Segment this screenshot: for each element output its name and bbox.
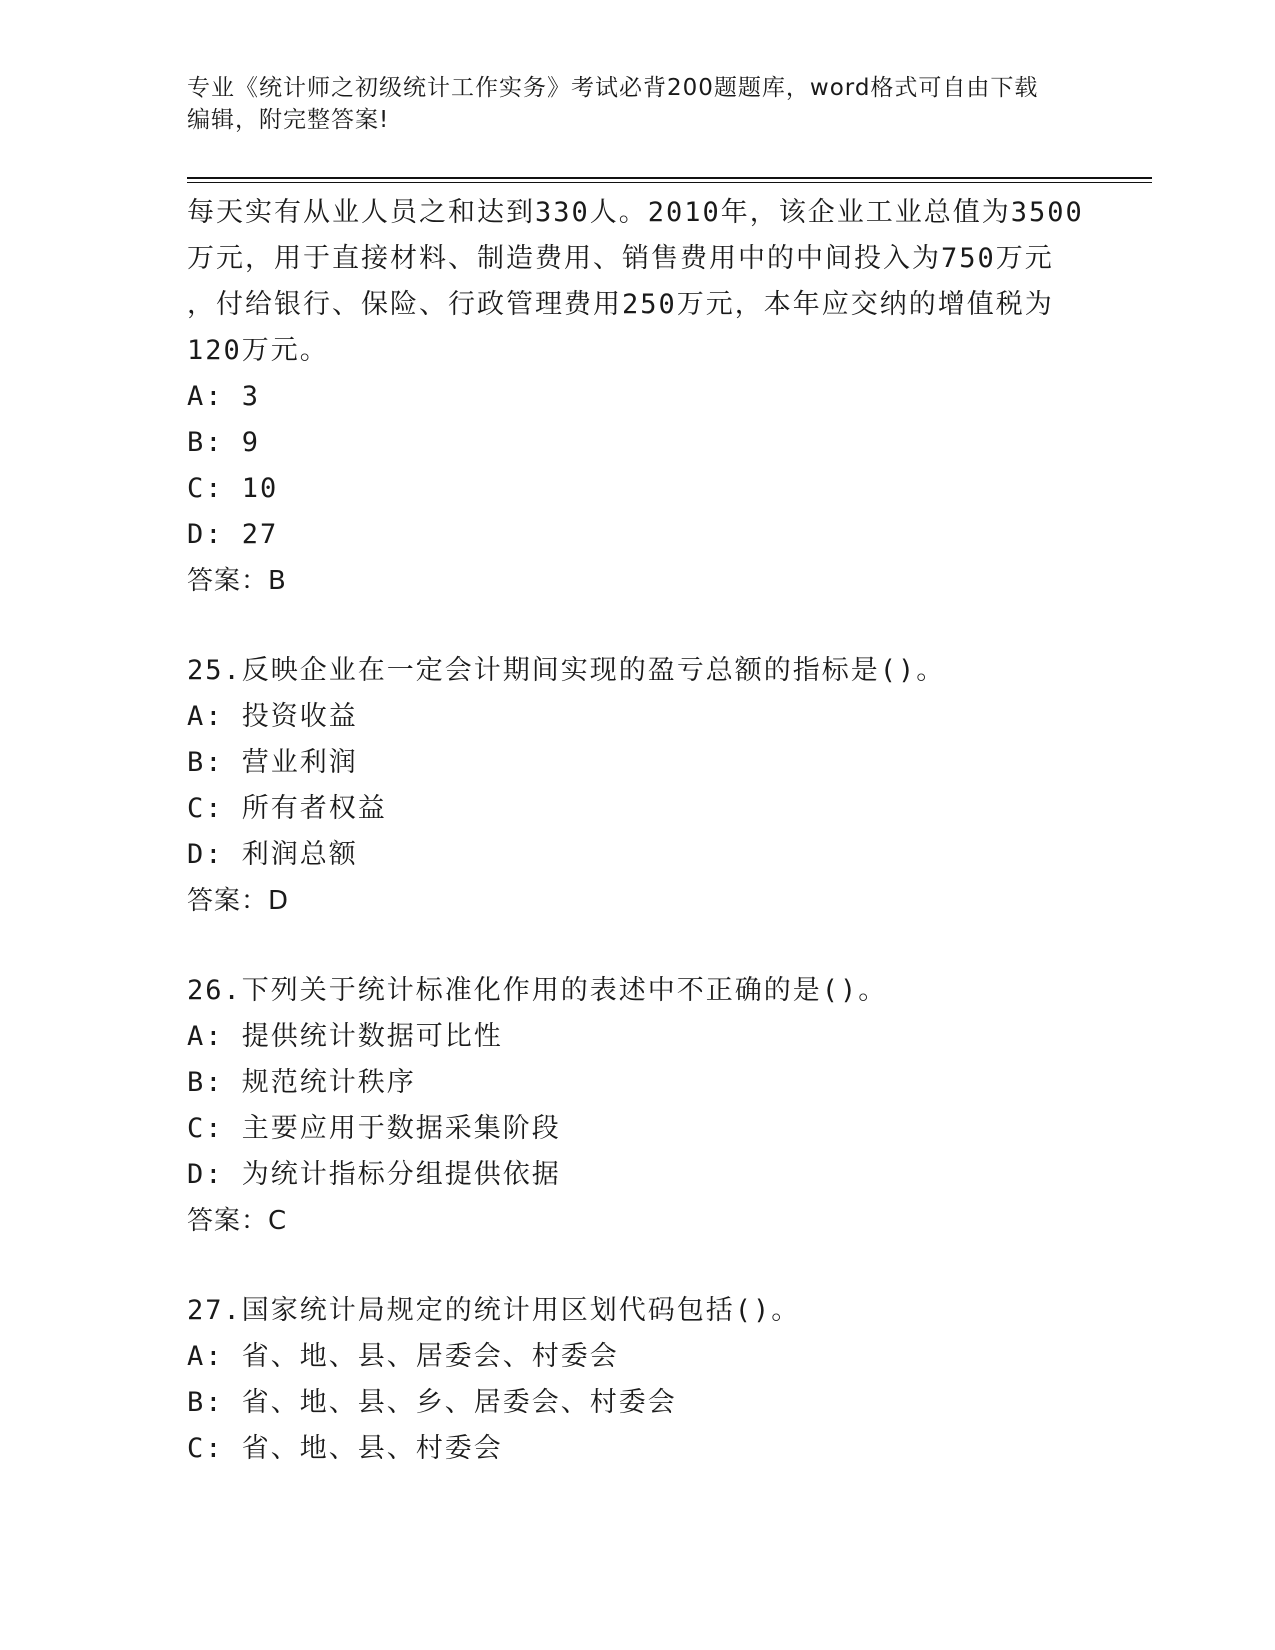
question-text: 25.反映企业在一定会计期间实现的盈亏总额的指标是()。: [187, 655, 946, 686]
option-c: C: 省、地、县、村委会: [187, 1433, 503, 1464]
header-divider-thick: [187, 177, 1152, 179]
option-c: C: 10: [187, 473, 279, 504]
answer-line: 答案：B: [187, 566, 287, 596]
question-text: 26.下列关于统计标准化作用的表述中不正确的是()。: [187, 975, 888, 1006]
option-a: A: 投资收益: [187, 701, 358, 732]
question-26: [187, 968, 1087, 1244]
question-25: [187, 648, 1087, 924]
header-line-2: 编辑，附完整答案!: [187, 107, 390, 133]
answer-line: 答案：D: [187, 886, 290, 916]
option-a: A: 3: [187, 381, 261, 412]
question-text-line: 每天实有从业人员之和达到330人。2010年，该企业工业总值为3500: [187, 197, 1084, 228]
spacer: [187, 604, 1087, 648]
question-text-line: ，付给银行、保险、行政管理费用250万元，本年应交纳的增值税为: [187, 289, 1054, 320]
question-text-line: 120万元。: [187, 335, 329, 366]
header-divider-thin: [187, 182, 1152, 183]
option-d: D: 利润总额: [187, 839, 358, 870]
spacer: [187, 924, 1087, 968]
option-d: D: 27: [187, 519, 279, 550]
option-d: D: 为统计指标分组提供依据: [187, 1159, 561, 1190]
option-b: B: 规范统计秩序: [187, 1067, 416, 1098]
question-text-line: 万元，用于直接材料、制造费用、销售费用中的中间投入为750万元: [187, 243, 1054, 274]
option-b: B: 营业利润: [187, 747, 358, 778]
spacer: [187, 1244, 1087, 1288]
option-c: C: 主要应用于数据采集阶段: [187, 1113, 561, 1144]
question-text: 27.国家统计局规定的统计用区划代码包括()。: [187, 1295, 801, 1326]
question-list: [187, 190, 1087, 1472]
question-24-continued: [187, 190, 1087, 604]
question-27: [187, 1288, 1087, 1472]
option-a: A: 提供统计数据可比性: [187, 1021, 503, 1052]
header-line-1: 专业《统计师之初级统计工作实务》考试必背200题题库，word格式可自由下载: [187, 75, 1039, 101]
option-c: C: 所有者权益: [187, 793, 387, 824]
document-header: [187, 72, 1087, 136]
answer-line: 答案：C: [187, 1206, 288, 1236]
option-b: B: 9: [187, 427, 261, 458]
option-a: A: 省、地、县、居委会、村委会: [187, 1341, 619, 1372]
option-b: B: 省、地、县、乡、居委会、村委会: [187, 1387, 677, 1418]
